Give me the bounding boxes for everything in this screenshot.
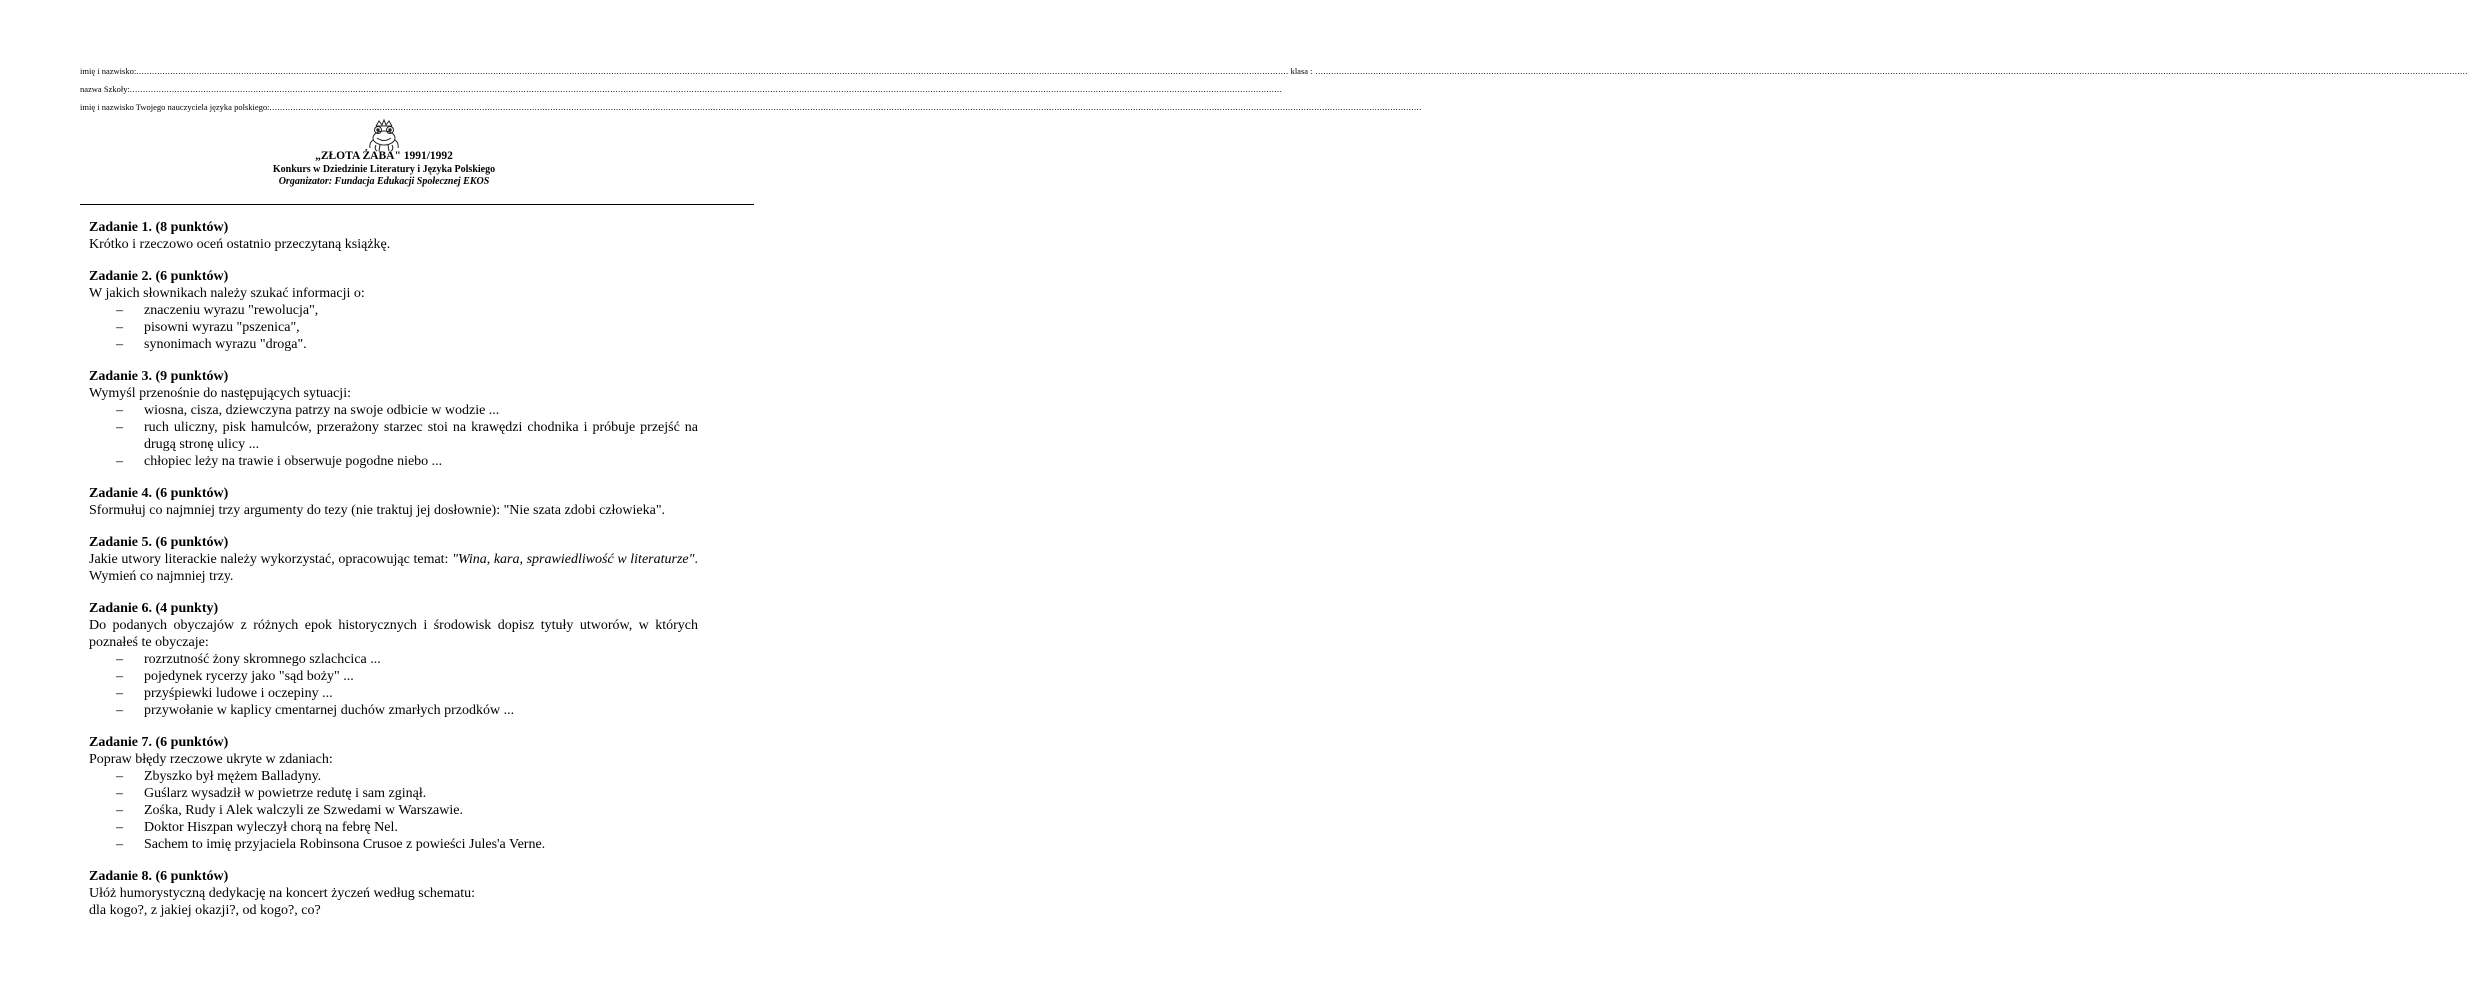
school-name-line[interactable] bbox=[80, 84, 1283, 94]
bullet-dash: – bbox=[116, 786, 123, 801]
task-items bbox=[89, 651, 698, 719]
bullet-dash: – bbox=[116, 703, 123, 718]
task-text-schema: dla kogo?, z jakiej okazji?, od kogo?, co? bbox=[89, 903, 321, 918]
task-3 bbox=[89, 368, 698, 470]
task-title: Zadanie 3. (9 punktów) bbox=[89, 369, 229, 384]
task-items bbox=[89, 302, 698, 353]
task-2 bbox=[89, 268, 698, 353]
list-item: – Zośka, Rudy i Alek walczyli ze Szwedami w Warszawie. bbox=[116, 803, 463, 818]
frog-logo-icon bbox=[366, 118, 402, 152]
list-item: – chłopiec leży na trawie i obserwuje pogodne niebo ... bbox=[116, 454, 443, 469]
task-title: Zadanie 7. (6 punktów) bbox=[89, 735, 229, 750]
task-text: Krótko i rzeczowo oceń ostatnio przeczytaną książkę. bbox=[89, 237, 391, 252]
task-4 bbox=[89, 485, 698, 519]
task-text: Popraw błędy rzeczowe ukryte w zdaniach: bbox=[89, 752, 333, 767]
list-item: – przyśpiewki ludowe i oczepiny ... bbox=[116, 686, 333, 701]
task-title: Zadanie 8. (6 punktów) bbox=[89, 869, 229, 884]
task-items bbox=[89, 768, 698, 853]
class-field[interactable]: ....................................................................................................................................................................................................................................................................................................................................................................................................................................................... bbox=[1315, 66, 2468, 76]
task-5 bbox=[89, 534, 698, 585]
bullet-dash: – bbox=[116, 652, 123, 667]
class-label: klasa : bbox=[1290, 66, 1313, 76]
task-text: Sformułuj co najmniej trzy argumenty do tezy (nie traktuj jej dosłownie): "Nie szata zdobi człowieka". bbox=[89, 503, 666, 518]
teacher-name-line[interactable] bbox=[80, 102, 1422, 112]
list-item: – rozrzutność żony skromnego szlachcica ... bbox=[116, 652, 381, 667]
bullet-dash: – bbox=[116, 420, 123, 435]
bullet-dash: – bbox=[116, 769, 123, 784]
header-divider bbox=[80, 204, 754, 205]
task-text: Jakie utwory literackie należy wykorzystać, opracowując temat: "Wina, kara, sprawiedliwość w literaturze". Wymień co najmniej trzy. bbox=[89, 552, 698, 584]
task-text: Do podanych obyczajów z różnych epok historycznych i środowisk dopisz tytuły utworów, w których poznałeś te obyczaje: bbox=[89, 618, 698, 650]
contest-title: „ZŁOTA ŻABA" 1991/1992 bbox=[315, 150, 453, 162]
bullet-dash: – bbox=[116, 337, 123, 352]
list-item: – ruch uliczny, pisk hamulców, przerażony starzec stoi na krawędzi chodnika i próbuje przejść na drugą stronę ulicy ... bbox=[116, 420, 698, 452]
list-item: – synonimach wyrazu "droga". bbox=[116, 337, 307, 352]
task-title: Zadanie 5. (6 punktów) bbox=[89, 535, 229, 550]
task-title: Zadanie 1. (8 punktów) bbox=[89, 220, 229, 235]
bullet-dash: – bbox=[116, 320, 123, 335]
student-name-line[interactable] bbox=[80, 66, 2468, 76]
task-text: W jakich słownikach należy szukać informacji o: bbox=[89, 286, 365, 301]
list-item: – Doktor Hiszpan wyleczył chorą na febrę Nel. bbox=[116, 820, 398, 835]
list-item: – Sachem to imię przyjaciela Robinsona Crusoe z powieści Jules'a Verne. bbox=[116, 837, 546, 852]
list-item: – pojedynek rycerzy jako "sąd boży" ... bbox=[116, 669, 354, 684]
bullet-dash: – bbox=[116, 454, 123, 469]
task-text: Wymyśl przenośnie do następujących sytuacji: bbox=[89, 386, 351, 401]
task-6 bbox=[89, 600, 698, 719]
bullet-dash: – bbox=[116, 403, 123, 418]
school-name-field[interactable]: ....................................................................................................................................................................................................................................................................................................................................................................................................................................................... bbox=[129, 84, 1283, 94]
list-item: – Guślarz wysadził w powietrze redutę i sam zginął. bbox=[116, 786, 427, 801]
bullet-dash: – bbox=[116, 803, 123, 818]
bullet-dash: – bbox=[116, 303, 123, 318]
task-1 bbox=[89, 219, 698, 253]
task-8 bbox=[89, 868, 698, 919]
list-item: – Zbyszko był mężem Balladyny. bbox=[116, 769, 322, 784]
list-item: – wiosna, cisza, dziewczyna patrzy na swoje odbicie w wodzie ... bbox=[116, 403, 500, 418]
task-topic-italic: "Wina, kara, sprawiedliwość w literaturze" bbox=[452, 552, 695, 567]
school-name-label: nazwa Szkoły: bbox=[80, 84, 130, 94]
bullet-dash: – bbox=[116, 669, 123, 684]
task-text: Ułóż humorystyczną dedykację na koncert życzeń według schematu: bbox=[89, 886, 476, 901]
task-title: Zadanie 6. (4 punkty) bbox=[89, 601, 219, 616]
bullet-dash: – bbox=[116, 686, 123, 701]
bullet-dash: – bbox=[116, 837, 123, 852]
task-title: Zadanie 4. (6 punktów) bbox=[89, 486, 229, 501]
contest-subtitle: Konkurs w Dziedzinie Literatury i Języka Polskiego bbox=[272, 164, 496, 175]
task-7 bbox=[89, 734, 698, 853]
tasks-list bbox=[89, 219, 698, 919]
list-item: – przywołanie w kaplicy cmentarnej duchów zmarłych przodków ... bbox=[116, 703, 515, 718]
contest-organizer: Organizator: Fundacja Edukacji Społecznej EKOS bbox=[278, 176, 490, 187]
teacher-name-field[interactable]: ....................................................................................................................................................................................................................................................................................................................................................................................................................................................... bbox=[269, 102, 1422, 112]
bullet-dash: – bbox=[116, 820, 123, 835]
list-item: – znaczeniu wyrazu "rewolucja", bbox=[116, 303, 319, 318]
student-name-label: imię i nazwisko: bbox=[80, 66, 137, 76]
teacher-name-label: imię i nazwisko Twojego nauczyciela języka polskiego: bbox=[80, 102, 270, 112]
task-items bbox=[89, 402, 698, 470]
list-item: – pisowni wyrazu "pszenica", bbox=[116, 320, 300, 335]
student-name-field[interactable]: ....................................................................................................................................................................................................................................................................................................................................................................................................................................................... bbox=[136, 66, 1289, 76]
task-title: Zadanie 2. (6 punktów) bbox=[89, 269, 229, 284]
